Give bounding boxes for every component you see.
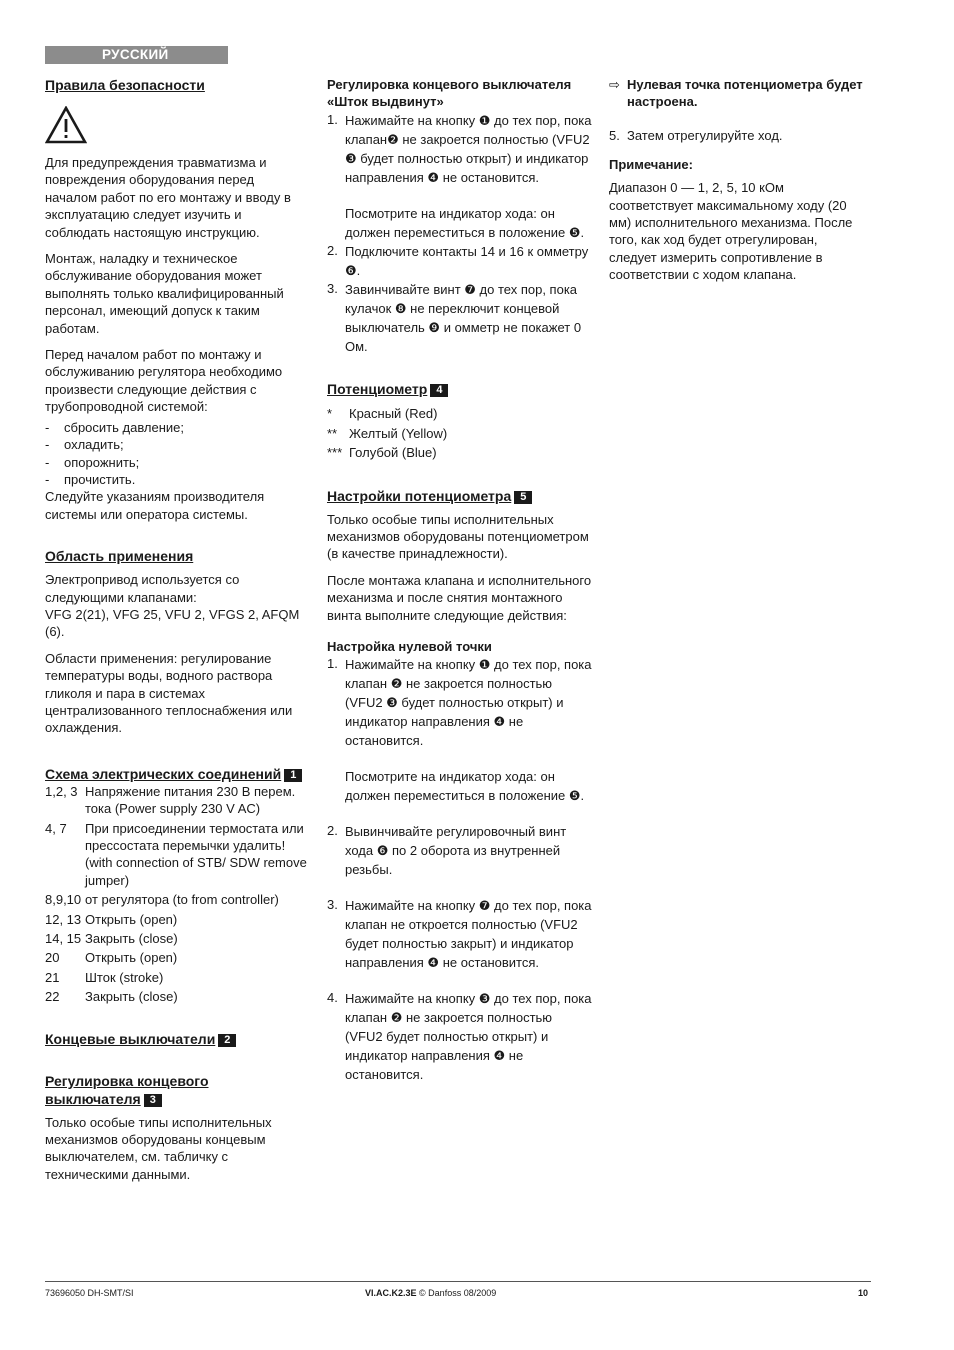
safety-title: Правила безопасности	[45, 77, 205, 93]
list-item: 2. Подключите контакты 14 и 16 к омметру ❻.	[327, 243, 589, 278]
potentiometer-title: Потенциометр 4	[327, 380, 593, 398]
table-row: 14, 15 Закрыть (close)	[45, 931, 178, 947]
list-item: 2. Вывинчивайте регулировочный винт хода ❻ по 2 оборота из внутренней резьбы.	[327, 822, 567, 877]
list-item: - опорожнить;	[45, 454, 307, 471]
limit-adjust-title: Регулировка концевого выключателя 3	[45, 1072, 209, 1107]
footer-doc-number: 73696050 DH-SMT/SI	[45, 1288, 134, 1298]
column-middle	[327, 76, 593, 1084]
safety-paragraph-4: Следуйте указаниям производителя системы или оператора системы.	[45, 489, 265, 522]
limit-adjust-paragraph: Только особые типы исполнительных механизмов оборудованы концевым выключателем, см. табличку с техническими данными.	[45, 1114, 272, 1182]
figure-ref-2: 2	[218, 1034, 236, 1047]
list-item: 3. Завинчивайте винт ❼ до тех пор, пока кулачок ❽ не переключит концевой выключатель ❾ и омметр не покажет 0 Ом.	[327, 281, 582, 354]
table-row: 1,2, 3 Напряжение питания 230 В перем. тока (Power supply 230 V AC)	[45, 783, 296, 817]
extended-stem-steps	[327, 111, 593, 356]
note-paragraph: Диапазон 0 — 1, 2, 5, 10 кОм соответствует максимальному ходу (20 мм) исполнительного механизма. После того, как ход будет отрегулирован, следует измерить сопротивление в соответствии с ходом клапана.	[609, 180, 853, 283]
potentiometer-settings-paragraph-1: Только особые типы исполнительных механизмов оборудованы потенциометром (в качестве принадлежности).	[327, 511, 589, 562]
table-row: 12, 13 Открыть (open)	[45, 911, 178, 927]
scope-paragraph-2: Области применения: регулирование температуры воды, водного раствора гликоля и пара в системах централизованного теплоснабжения или охлаждения.	[45, 650, 293, 736]
scope-valves: VFG 2(21), VFG 25, VFU 2, VFGS 2, AFQM (6).	[45, 606, 300, 640]
wiring-title: Схема электрических соединений 1	[45, 765, 307, 783]
table-row: 22 Закрыть (close)	[45, 989, 178, 1005]
list-item: *** Голубой (Blue)	[327, 445, 437, 460]
warning-icon	[45, 106, 87, 144]
table-row: 8,9,10 от регулятора (to from controller)	[45, 892, 279, 908]
figure-ref-1: 1	[284, 769, 302, 782]
figure-ref-4: 4	[430, 384, 448, 397]
potentiometer-settings-paragraph-2: После монтажа клапана и исполнительного механизма и после снятия монтажного винта выполните следующие действия:	[327, 572, 592, 623]
step-5: 5. Затем отрегулируйте ход.	[609, 127, 783, 143]
list-item: - сбросить давление;	[45, 419, 307, 436]
page-number: 10	[858, 1288, 869, 1298]
potentiometer-settings-title: Настройки потенциометра 5	[327, 487, 593, 505]
table-row: 20 Открыть (open)	[45, 950, 178, 966]
list-item: 1. Нажимайте на кнопку ❶ до тех пор, пока клапан❷ не закроется полностью (VFU2 ❸ будет полностью открыт) и индикатор направления ❹ не остановится. Посмотрите на индикатор хода: он должен переместиться в положение ❺.	[327, 112, 592, 240]
wiring-table	[45, 783, 307, 1006]
footer-code: VI.AC.K2.3E © Danfoss 08/2009	[365, 1288, 497, 1298]
zero-point-steps	[327, 655, 593, 1084]
note-title: Примечание:	[609, 157, 693, 173]
figure-ref-5: 5	[514, 491, 532, 504]
column-right	[609, 76, 867, 284]
column-left	[45, 76, 307, 1183]
safety-paragraph-2: Монтаж, наладку и техническое обслуживание оборудования может выполнять только квалифицированный персонал, имеющий допуск к таким работам.	[45, 251, 284, 336]
table-row: 21 Шток (stroke)	[45, 969, 164, 985]
safety-paragraph-1: Для предупреждения травматизма и повреждения оборудования перед началом работ по его монтажу и вводу в эксплуатацию следует изучить и соблюдать настоящую инструкцию.	[45, 155, 291, 240]
list-item: * Красный (Red)	[327, 406, 438, 421]
result-note	[609, 76, 867, 111]
arrow-right-icon: ⇨	[609, 77, 620, 92]
potentiometer-wires	[327, 404, 593, 463]
list-item: 1. Нажимайте на кнопку ❶ до тех пор, пока клапан ❷ не закроется полностью (VFU2 ❸ будет полностью открыт) и индикатор направления ❹ не остановится. Посмотрите на индикатор хода: он должен переместиться в положение ❺.	[327, 655, 592, 803]
zero-point-title: Настройка нулевой точки	[327, 638, 492, 654]
result-text: Нулевая точка потенциометра будет настроена.	[627, 77, 863, 110]
language-label: РУССКИЙ	[45, 46, 228, 64]
list-item: 3. Нажимайте на кнопку ❼ до тех пор, пока клапан не откроется полностью (VFU2 будет полностью закрыт) и индикатор направления ❹ не остановится.	[327, 896, 592, 970]
list-item: - прочистить.	[45, 471, 307, 488]
table-row: 4, 7 При присоединении термостата или прессостата перемычки удалить! (with connection of STB/ SDW remove jumper)	[45, 820, 307, 888]
list-item: - охладить;	[45, 436, 307, 453]
footer-divider	[45, 1281, 871, 1282]
list-item: ** Желтый (Yellow)	[327, 425, 448, 441]
list-item: 4. Нажимайте на кнопку ❸ до тех пор, пока клапан ❷ не закроется полностью (VFU2 будет полностью открыт) и индикатор направления ❹ не остановится.	[327, 989, 592, 1082]
safety-steps-list	[45, 419, 307, 489]
limit-switches-title: Концевые выключатели 2	[45, 1030, 307, 1048]
scope-title: Область применения	[45, 548, 194, 565]
safety-paragraph-3: Перед началом работ по монтажу и обслуживанию регулятора необходимо произвести следующие действия с трубопроводной системой:	[45, 347, 283, 415]
scope-paragraph-1: Электропривод используется со следующими клапанами:	[45, 572, 240, 605]
extended-stem-title: Регулировка концевого выключателя «Шток выдвинут»	[327, 77, 572, 109]
figure-ref-3: 3	[144, 1094, 162, 1107]
